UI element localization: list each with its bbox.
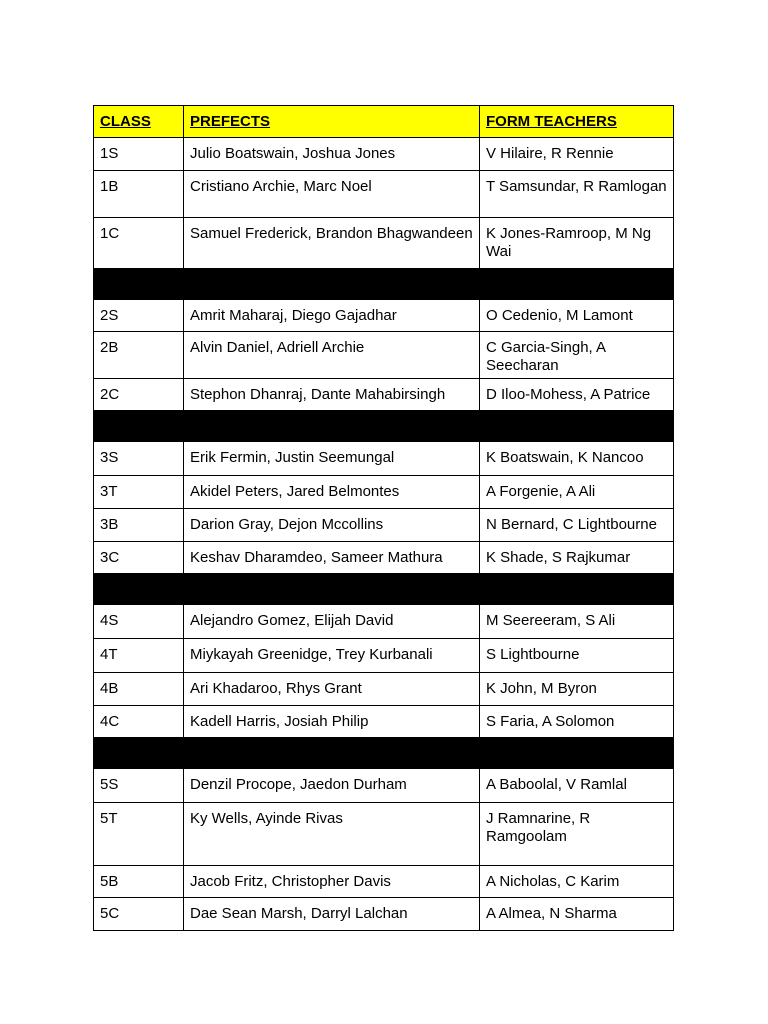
- separator-cell: [94, 574, 184, 605]
- table-row: [94, 138, 674, 171]
- teachers-cell-text: A Almea, N Sharma: [486, 905, 617, 922]
- class-cell: [94, 218, 184, 269]
- prefects-cell: [184, 476, 480, 509]
- prefects-cell: [184, 442, 480, 476]
- table-row: [94, 442, 674, 476]
- teachers-cell: [480, 332, 674, 379]
- table-row: [94, 379, 674, 411]
- class-cell: [94, 476, 184, 509]
- separator-cell: [480, 574, 674, 605]
- teachers-cell: [480, 300, 674, 332]
- teachers-cell: [480, 639, 674, 673]
- teachers-cell-text: J Ramnarine, R Ramgoolam: [486, 810, 591, 845]
- prefects-cell: [184, 542, 480, 574]
- teachers-cell-text: S Lightbourne: [486, 646, 580, 663]
- class-cell-text: 3T: [100, 483, 118, 500]
- table-row: [94, 542, 674, 574]
- teachers-cell: [480, 171, 674, 218]
- table-row: [94, 218, 674, 269]
- prefects-cell: [184, 332, 480, 379]
- class-cell-text: 4C: [100, 713, 120, 730]
- table-row: [94, 332, 674, 379]
- prefects-cell-text: Jacob Fritz, Christopher Davis: [190, 873, 391, 890]
- teachers-cell: [480, 542, 674, 574]
- prefects-cell-text: Alvin Daniel, Adriell Archie: [190, 339, 365, 356]
- prefects-cell-text: Samuel Frederick, Brandon Bhagwandeen: [190, 225, 473, 242]
- table-row: [94, 803, 674, 866]
- prefects-cell: [184, 605, 480, 639]
- separator-cell: [184, 574, 480, 605]
- teachers-cell-text: K Shade, S Rajkumar: [486, 549, 631, 566]
- table-row: [94, 673, 674, 706]
- header-row: [94, 106, 674, 138]
- table-body: [94, 106, 674, 931]
- separator-cell: [480, 411, 674, 442]
- prefects-cell-text: Ari Khadaroo, Rhys Grant: [190, 680, 362, 697]
- class-cell-text: 5B: [100, 873, 119, 890]
- class-cell: [94, 509, 184, 542]
- class-cell-text: 2C: [100, 386, 120, 403]
- prefects-cell: [184, 769, 480, 803]
- separator-cell: [480, 269, 674, 300]
- header-prefects: [184, 106, 480, 138]
- teachers-cell: [480, 218, 674, 269]
- teachers-cell: [480, 476, 674, 509]
- class-cell-text: 3S: [100, 449, 119, 466]
- prefects-cell-text: Kadell Harris, Josiah Philip: [190, 713, 369, 730]
- teachers-cell: [480, 706, 674, 738]
- teachers-cell-text: D Iloo-Mohess, A Patrice: [486, 386, 651, 403]
- class-cell-text: 3B: [100, 516, 119, 533]
- class-cell: [94, 332, 184, 379]
- prefects-cell: [184, 171, 480, 218]
- class-cell: [94, 379, 184, 411]
- class-cell: [94, 300, 184, 332]
- prefects-cell-text: Julio Boatswain, Joshua Jones: [190, 145, 396, 162]
- teachers-cell-text: V Hilaire, R Rennie: [486, 145, 614, 162]
- teachers-cell-text: O Cedenio, M Lamont: [486, 307, 633, 324]
- separator-row: [94, 411, 674, 442]
- teachers-cell-text: C Garcia-Singh, A Seecharan: [486, 339, 606, 374]
- class-cell-text: 4T: [100, 646, 118, 663]
- prefects-cell: [184, 138, 480, 171]
- teachers-cell: [480, 605, 674, 639]
- class-cell-text: 4B: [100, 680, 119, 697]
- separator-cell: [184, 738, 480, 769]
- class-cell-text: 1B: [100, 178, 119, 195]
- class-cell: [94, 138, 184, 171]
- prefects-cell-text: Miykayah Greenidge, Trey Kurbanali: [190, 646, 433, 663]
- teachers-cell-text: A Forgenie, A Ali: [486, 483, 596, 500]
- teachers-cell: [480, 379, 674, 411]
- separator-cell: [94, 411, 184, 442]
- class-cell-text: 2B: [100, 339, 119, 356]
- class-cell: [94, 769, 184, 803]
- table-row: [94, 866, 674, 898]
- teachers-cell: [480, 509, 674, 542]
- teachers-cell: [480, 898, 674, 931]
- class-cell-text: 3C: [100, 549, 120, 566]
- class-cell-text: 5S: [100, 776, 119, 793]
- teachers-cell: [480, 769, 674, 803]
- class-cell: [94, 898, 184, 931]
- prefects-cell-text: Alejandro Gomez, Elijah David: [190, 612, 394, 629]
- teachers-cell: [480, 442, 674, 476]
- header-prefects-label: PREFECTS: [190, 113, 271, 130]
- teachers-cell-text: K Boatswain, K Nancoo: [486, 449, 644, 466]
- table-row: [94, 476, 674, 509]
- header-class: [94, 106, 184, 138]
- teachers-cell: [480, 673, 674, 706]
- separator-cell: [184, 269, 480, 300]
- teachers-cell-text: N Bernard, C Lightbourne: [486, 516, 657, 533]
- class-cell-text: 4S: [100, 612, 119, 629]
- separator-row: [94, 269, 674, 300]
- separator-cell: [184, 411, 480, 442]
- table-row: [94, 509, 674, 542]
- prefects-cell-text: Keshav Dharamdeo, Sameer Mathura: [190, 549, 443, 566]
- class-cell: [94, 673, 184, 706]
- class-cell: [94, 542, 184, 574]
- prefects-cell-text: Denzil Procope, Jaedon Durham: [190, 776, 407, 793]
- prefects-cell: [184, 300, 480, 332]
- prefects-cell: [184, 673, 480, 706]
- class-cell: [94, 605, 184, 639]
- prefects-cell-text: Akidel Peters, Jared Belmontes: [190, 483, 400, 500]
- prefects-cell: [184, 509, 480, 542]
- table-row: [94, 605, 674, 639]
- separator-row: [94, 574, 674, 605]
- header-form-teachers: [480, 106, 674, 138]
- prefects-cell: [184, 706, 480, 738]
- teachers-cell-text: A Baboolal, V Ramlal: [486, 776, 627, 793]
- teachers-cell: [480, 803, 674, 866]
- teachers-cell-text: T Samsundar, R Ramlogan: [486, 178, 667, 195]
- table-row: [94, 639, 674, 673]
- table-row: [94, 769, 674, 803]
- class-cell: [94, 866, 184, 898]
- prefects-cell: [184, 866, 480, 898]
- table-row: [94, 171, 674, 218]
- prefects-cell: [184, 639, 480, 673]
- class-cell: [94, 706, 184, 738]
- class-cell-text: 5T: [100, 810, 118, 827]
- class-cell: [94, 171, 184, 218]
- prefects-cell-text: Darion Gray, Dejon Mccollins: [190, 516, 384, 533]
- teachers-cell-text: S Faria, A Solomon: [486, 713, 615, 730]
- prefects-cell: [184, 898, 480, 931]
- class-cell: [94, 442, 184, 476]
- teachers-cell: [480, 866, 674, 898]
- separator-cell: [94, 738, 184, 769]
- prefects-cell-text: Stephon Dhanraj, Dante Mahabirsingh: [190, 386, 446, 403]
- teachers-cell-text: A Nicholas, C Karim: [486, 873, 620, 890]
- prefects-cell: [184, 379, 480, 411]
- class-cell-text: 1C: [100, 225, 120, 242]
- class-cell-text: 1S: [100, 145, 119, 162]
- prefects-cell-text: Erik Fermin, Justin Seemungal: [190, 449, 395, 466]
- prefects-cell-text: Amrit Maharaj, Diego Gajadhar: [190, 307, 397, 324]
- teachers-cell-text: M Seereeram, S Ali: [486, 612, 616, 629]
- class-cell-text: 2S: [100, 307, 119, 324]
- table-row: [94, 706, 674, 738]
- separator-cell: [94, 269, 184, 300]
- prefects-cell: [184, 803, 480, 866]
- class-cell-text: 5C: [100, 905, 120, 922]
- class-cell: [94, 639, 184, 673]
- prefects-cell-text: Cristiano Archie, Marc Noel: [190, 178, 372, 195]
- class-cell: [94, 803, 184, 866]
- teachers-cell: [480, 138, 674, 171]
- teachers-cell-text: K John, M Byron: [486, 680, 597, 697]
- prefects-cell-text: Ky Wells, Ayinde Rivas: [190, 810, 343, 827]
- header-form-teachers-label: FORM TEACHERS: [486, 113, 617, 130]
- separator-row: [94, 738, 674, 769]
- header-class-label: CLASS: [100, 113, 151, 130]
- prefects-cell: [184, 218, 480, 269]
- table-row: [94, 898, 674, 931]
- prefects-table: [93, 105, 674, 931]
- separator-cell: [480, 738, 674, 769]
- teachers-cell-text: K Jones-Ramroop, M Ng Wai: [486, 225, 652, 260]
- table-row: [94, 300, 674, 332]
- prefects-cell-text: Dae Sean Marsh, Darryl Lalchan: [190, 905, 408, 922]
